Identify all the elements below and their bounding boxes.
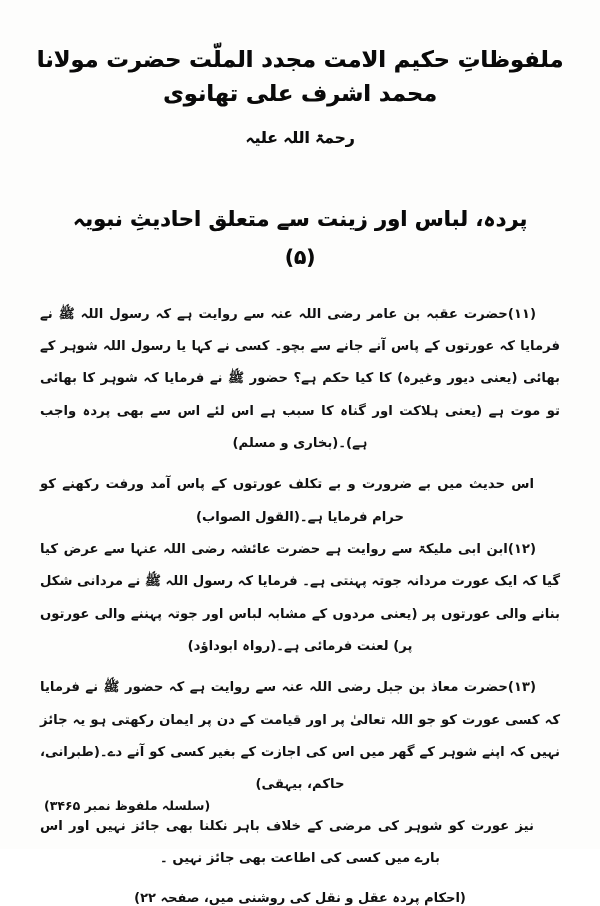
document-body [40,299,560,876]
closing-note [40,811,560,876]
document-title: ملفوظاتِ حکیم الامت مجدد الملّت حضرت مولانا محمد اشرف علی تھانوی [36,47,564,107]
hadith-entry-12 [40,534,560,663]
section-heading: پردہ، لباس اور زینت سے متعلق احادیثِ نبویہ [72,206,528,231]
serial-reference: (سلسلہ ملفوظ نمبر ۳۴۶۵) [44,798,211,813]
hadith-11-commentary-citation: (القول الصواب) [196,509,300,525]
closing-note-text: نیز عورت کو شوہر کی مرضی کے خلاف باہر نکلنا بھی جائز نہیں اور اس بارے میں کسی کی اطاعت بھی جائز نہیں ۔ [40,818,534,866]
section-number: (۵) [284,244,316,269]
hadith-number-11: (۱۱) [507,306,536,322]
hadith-entry-11 [40,299,560,461]
document-header [0,0,600,147]
hadith-citation-12: (رواہ ابوداؤد) [187,638,277,654]
hadith-citation-13: (طبرانی، حاکم، بیہقی) [40,744,345,793]
hadith-entry-13 [40,672,560,801]
hadith-11-commentary [40,469,560,534]
source-reference: (احکامِ پردہ عقل و نقل کی روشنی میں، صفحہ ۲۲) [134,891,466,906]
hadith-number-13: (۱۳) [507,680,536,696]
hadith-text-13: حضرت معاذ بن جبل رضی اللہ عنہ سے روایت ہے کہ حضور ﷺ نے فرمایا کہ کسی عورت کو جو اللہ تعالیٰ پر اور قیامت کے دن پر ایمان رکھتی ہو یہ جائز نہیں کہ اپنے شوہر کے گھر میں اس کی اجازت کے بغیر کسی کو آنے دے۔ [40,680,560,760]
hadith-number-12: (۱۲) [507,541,536,557]
hadith-citation-11: (بخاری و مسلم) [232,435,339,451]
hadith-text-11: حضرت عقبہ بن عامر رضی اللہ عنہ سے روایت ہے کہ رسول اللہ ﷺ نے فرمایا کہ عورتوں کے پاس آنے جانے سے بچو۔ کسی نے کہا یا رسول اللہ شوہر کے بھائی (یعنی دیور وغیرہ) کا کیا حکم ہے؟ حضور ﷺ نے فرمایا کہ شوہر کا بھائی تو موت ہے (یعنی ہلاکت اور گناہ کا سبب ہے اس لئے اس سے بھی پردہ واجب ہے)۔ [40,306,560,451]
hadith-11-commentary-text: اس حدیث میں بے ضرورت و بے تکلف عورتوں کے پاس آمد ورفت رکھنے کو حرام فرمایا ہے۔ [40,477,534,525]
author-blessing: رحمۃ اللہ علیہ [245,128,355,147]
hadith-text-12: ابن ابی ملیکۃ سے روایت ہے حضرت عائشہ رضی اللہ عنہا سے عرض کیا گیا کہ ایک عورت مردانہ جوتہ پہنتی ہے۔ فرمایا کہ رسول اللہ ﷺ نے مردانی شکل بنانے والی عورتوں پر (یعنی مردوں کے مشابہ لباس اور جوتہ پہننے والی عورتوں پر) لعنت فرمائی ہے۔ [40,541,560,654]
